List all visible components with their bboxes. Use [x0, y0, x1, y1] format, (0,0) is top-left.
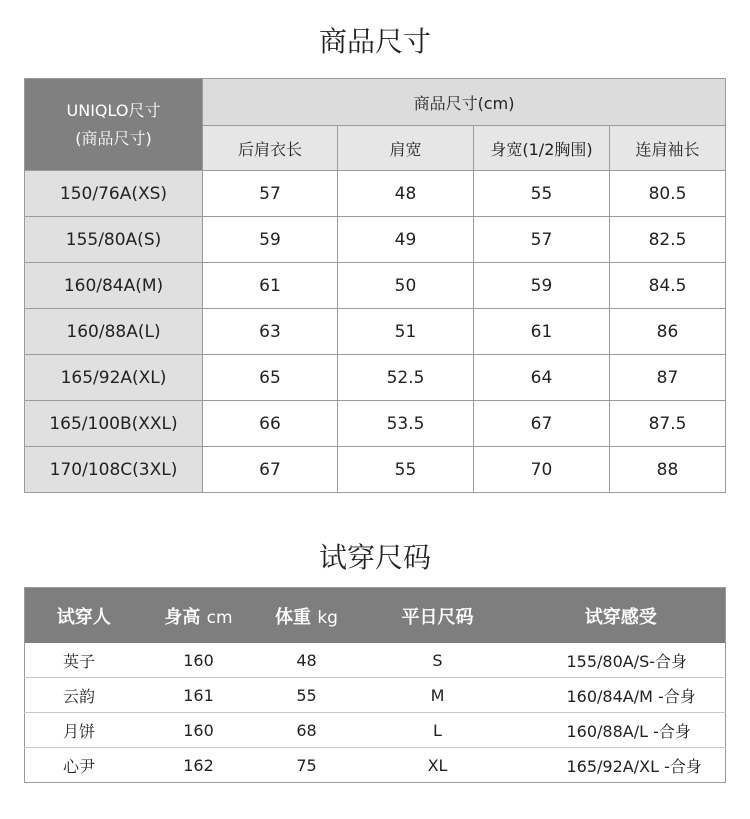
size-label: 165/92A(XL) — [25, 355, 203, 401]
table-cell: 61 — [203, 263, 338, 309]
size-label-header — [25, 79, 203, 171]
measurement-group-header: 商品尺寸(cm) — [203, 79, 726, 126]
tester-fit-feel: 165/92A/XL -合身 — [566, 756, 702, 776]
tester-weight: 55 — [255, 678, 359, 713]
table-row — [25, 171, 726, 217]
size-label-line1: UNIQLO尺寸 — [66, 100, 161, 120]
table-cell: 84.5 — [610, 263, 726, 309]
height-unit: cm — [206, 607, 233, 628]
table-cell: 52.5 — [338, 355, 474, 401]
tester-fit-feel: 160/88A/L -合身 — [517, 713, 726, 748]
size-label: 160/88A(L) — [25, 309, 203, 355]
column-header-height — [143, 588, 255, 644]
size-label: 165/100B(XXL) — [25, 401, 203, 447]
size-table — [24, 78, 726, 493]
table-cell: 57 — [474, 217, 610, 263]
tester-name: 云韵 — [25, 678, 143, 713]
tester-usual-size: XL — [427, 755, 448, 775]
table-cell: 55 — [474, 171, 610, 217]
table-cell: 59 — [203, 217, 338, 263]
table-row — [25, 748, 726, 783]
table-cell: 86 — [610, 309, 726, 355]
table-cell: 63 — [203, 309, 338, 355]
size-label: 155/80A(S) — [25, 217, 203, 263]
table-cell: 88 — [610, 447, 726, 493]
table-row — [25, 678, 726, 713]
tester-usual-size: L — [359, 713, 517, 748]
table-cell: 53.5 — [338, 401, 474, 447]
column-header-body-width: 身宽(1/2胸围) — [474, 126, 610, 171]
tester-height: 162 — [183, 755, 214, 775]
tester-name: 英子 — [25, 643, 143, 678]
table-cell: 67 — [474, 401, 610, 447]
table-cell: 65 — [203, 355, 338, 401]
column-header-fit-feel: 试穿感受 — [517, 588, 726, 644]
column-header-sleeve-length: 连肩袖长 — [610, 126, 726, 171]
table-cell: 87.5 — [610, 401, 726, 447]
height-label: 身高 — [164, 606, 201, 628]
tester-name: 月饼 — [25, 713, 143, 748]
table-cell: 80.5 — [610, 171, 726, 217]
table-row — [25, 263, 726, 309]
table-cell: 61 — [474, 309, 610, 355]
table-cell: 87 — [610, 355, 726, 401]
table-row — [25, 447, 726, 493]
tester-fit-feel: 155/80A/S-合身 — [517, 643, 726, 678]
table-row — [25, 355, 726, 401]
size-label-line2: (商品尺寸) — [75, 128, 152, 148]
table-cell: 70 — [474, 447, 610, 493]
tester-fit-feel: 160/84A/M -合身 — [517, 678, 726, 713]
tester-usual-size: M — [359, 678, 517, 713]
table-cell: 57 — [203, 171, 338, 217]
table-cell: 55 — [338, 447, 474, 493]
table-cell: 66 — [203, 401, 338, 447]
table-row — [25, 643, 726, 678]
column-header-tester: 试穿人 — [25, 588, 143, 644]
fit-table — [24, 587, 726, 783]
table-row — [25, 217, 726, 263]
table-cell: 51 — [338, 309, 474, 355]
table-row — [25, 309, 726, 355]
tester-weight: 75 — [296, 755, 317, 775]
table-cell: 82.5 — [610, 217, 726, 263]
tester-usual-size: S — [359, 643, 517, 678]
table-cell: 64 — [474, 355, 610, 401]
table-cell: 50 — [338, 263, 474, 309]
tester-height: 160 — [143, 643, 255, 678]
tester-weight: 68 — [255, 713, 359, 748]
fit-section-title: 试穿尺码 — [318, 541, 431, 574]
table-cell: 48 — [338, 171, 474, 217]
size-section-title: 商品尺寸 — [318, 25, 431, 58]
tester-name: 心尹 — [63, 756, 96, 776]
column-header-weight — [255, 588, 359, 644]
size-label: 170/108C(3XL) — [25, 447, 203, 493]
column-header-usual-size: 平日尺码 — [359, 588, 517, 644]
tester-weight: 48 — [255, 643, 359, 678]
table-row — [25, 401, 726, 447]
table-cell: 67 — [203, 447, 338, 493]
weight-label: 体重 — [275, 606, 312, 628]
table-cell: 49 — [338, 217, 474, 263]
table-cell: 59 — [474, 263, 610, 309]
table-row — [25, 713, 726, 748]
size-label: 160/84A(M) — [25, 263, 203, 309]
size-label: 150/76A(XS) — [25, 171, 203, 217]
column-header-back-length: 后肩衣长 — [203, 126, 338, 171]
column-header-shoulder-width: 肩宽 — [338, 126, 474, 171]
weight-unit: kg — [317, 607, 338, 628]
tester-height: 160 — [143, 713, 255, 748]
tester-height: 161 — [143, 678, 255, 713]
